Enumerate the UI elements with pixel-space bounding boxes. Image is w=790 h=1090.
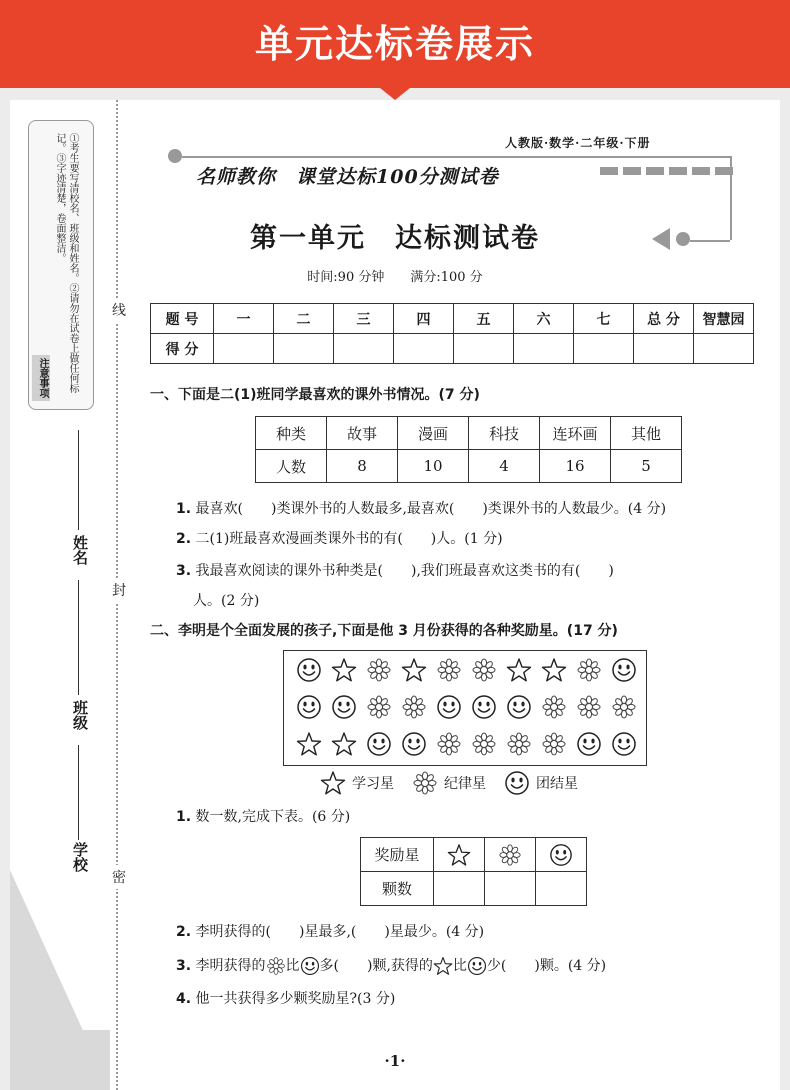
question-number: 3. bbox=[176, 563, 192, 579]
book-table-header: 种类 bbox=[256, 417, 327, 450]
smile-icon bbox=[331, 694, 357, 720]
section2-question-3 bbox=[176, 955, 606, 976]
smile-icon bbox=[467, 956, 487, 976]
score-cell: 智慧园 bbox=[694, 304, 754, 334]
smile-icon bbox=[296, 657, 322, 683]
score-cell: 五 bbox=[454, 304, 514, 334]
award-count-input[interactable] bbox=[434, 872, 485, 906]
question-text: 少( )颗。(4 分) bbox=[486, 958, 607, 974]
flower-icon bbox=[436, 657, 462, 683]
score-row-label: 得 分 bbox=[151, 334, 214, 364]
smile-icon bbox=[549, 843, 573, 867]
smile-icon bbox=[471, 694, 497, 720]
class-rule bbox=[78, 580, 79, 695]
section2-question-1 bbox=[176, 806, 350, 826]
score-cell: 六 bbox=[514, 304, 574, 334]
award-star-grid bbox=[283, 650, 647, 766]
question-text: 最喜欢( )类课外书的人数最多,最喜欢( )类课外书的人数最少。(4 分) bbox=[195, 501, 667, 517]
school-rule bbox=[78, 745, 79, 840]
star-icon bbox=[433, 956, 453, 976]
section1-heading: 一、下面是二(1)班同学最喜欢的课外书情况。(7 分) bbox=[150, 387, 480, 403]
smile-icon bbox=[576, 731, 602, 757]
seal-char-secret: 密 bbox=[112, 865, 126, 889]
seal-char-line: 线 bbox=[112, 298, 126, 322]
book-table bbox=[255, 416, 682, 483]
score-input-cell[interactable] bbox=[274, 334, 334, 364]
banner bbox=[0, 0, 790, 88]
banner-title: 单元达标卷展示 bbox=[254, 22, 535, 66]
page-number: ·1· bbox=[384, 1052, 406, 1070]
book-table-header: 漫画 bbox=[398, 417, 469, 450]
score-cell: 七 bbox=[574, 304, 634, 334]
section2-question-2 bbox=[176, 921, 484, 941]
flower-icon bbox=[266, 956, 286, 976]
question-text: 李明获得的 bbox=[195, 958, 266, 974]
time-info: 时间:90 分钟 满分:100 分 bbox=[307, 270, 483, 285]
book-table-value: 10 bbox=[398, 450, 469, 483]
book-table-value: 4 bbox=[469, 450, 540, 483]
score-input-cell[interactable] bbox=[514, 334, 574, 364]
book-table-value: 5 bbox=[611, 450, 682, 483]
section1-question-3 bbox=[176, 560, 614, 580]
book-table-row-label: 人数 bbox=[256, 450, 327, 483]
question-text: 李明获得的( )星最多,( )星最少。(4 分) bbox=[195, 924, 485, 940]
page-title: 第一单元 达标测试卷 bbox=[250, 223, 540, 254]
score-table-header-row bbox=[151, 304, 754, 334]
flower-icon bbox=[541, 694, 567, 720]
question-number: 2. bbox=[176, 924, 192, 940]
score-cell: 总 分 bbox=[634, 304, 694, 334]
book-table-header: 连环画 bbox=[540, 417, 611, 450]
flower-icon bbox=[471, 731, 497, 757]
question-text: 二(1)班最喜欢漫画类课外书的有( )人。(1 分) bbox=[195, 531, 503, 547]
award-count-input[interactable] bbox=[485, 872, 536, 906]
score-table-input-row bbox=[151, 334, 754, 364]
star-icon bbox=[331, 731, 357, 757]
question-text: 多( )颗,获得的 bbox=[319, 958, 433, 974]
score-input-cell[interactable] bbox=[214, 334, 274, 364]
score-input-cell[interactable] bbox=[394, 334, 454, 364]
flower-icon bbox=[366, 694, 392, 720]
star-icon bbox=[320, 770, 346, 796]
smile-icon bbox=[436, 694, 462, 720]
score-cell: 四 bbox=[394, 304, 454, 334]
question-number: 4. bbox=[176, 991, 192, 1007]
flower-icon bbox=[576, 657, 602, 683]
question-number: 3. bbox=[176, 958, 192, 974]
name-rule bbox=[78, 430, 79, 530]
star-icon bbox=[296, 731, 322, 757]
flower-icon bbox=[576, 694, 602, 720]
question-number: 2. bbox=[176, 531, 192, 547]
smile-icon bbox=[506, 694, 532, 720]
score-cell: 二 bbox=[274, 304, 334, 334]
score-input-cell[interactable] bbox=[454, 334, 514, 364]
score-input-cell[interactable] bbox=[574, 334, 634, 364]
score-table bbox=[150, 303, 754, 364]
flower-icon bbox=[541, 731, 567, 757]
flower-icon bbox=[611, 694, 637, 720]
smile-icon bbox=[504, 770, 530, 796]
score-input-cell[interactable] bbox=[694, 334, 754, 364]
star-icon bbox=[447, 843, 471, 867]
smile-icon bbox=[366, 731, 392, 757]
flower-icon bbox=[506, 731, 532, 757]
section1-question-3-continued: 人。(2 分) bbox=[193, 593, 260, 609]
seal-char-seal: 封 bbox=[112, 578, 126, 602]
flower-icon bbox=[366, 657, 392, 683]
legend-flower-label: 纪律星 bbox=[444, 776, 486, 792]
award-legend bbox=[320, 770, 578, 796]
question-number: 1. bbox=[176, 501, 192, 517]
school-label: 学校 bbox=[71, 842, 89, 872]
smile-icon bbox=[300, 956, 320, 976]
slogan: 名师教你 课堂达标100分测试卷 bbox=[196, 166, 499, 188]
name-label: 姓名 bbox=[71, 535, 89, 565]
flower-icon bbox=[471, 657, 497, 683]
notice-text: ①考生要写清校名、班级和姓名。②请勿在试卷上做任何标记。③字迹清楚，卷面整洁。 bbox=[54, 133, 78, 393]
question-text: 比 bbox=[285, 958, 300, 974]
question-text: 我最喜欢阅读的课外书种类是( ),我们班最喜欢这类书的有( ) bbox=[195, 563, 614, 579]
award-count-input[interactable] bbox=[536, 872, 587, 906]
flower-icon bbox=[436, 731, 462, 757]
decoration-dot bbox=[168, 149, 182, 163]
legend-smile-label: 团结星 bbox=[536, 776, 578, 792]
question-text: 比 bbox=[452, 958, 467, 974]
star-icon bbox=[506, 657, 532, 683]
smile-icon bbox=[401, 731, 427, 757]
star-icon bbox=[541, 657, 567, 683]
book-table-header: 科技 bbox=[469, 417, 540, 450]
score-cell: 一 bbox=[214, 304, 274, 334]
smile-icon bbox=[611, 657, 637, 683]
flower-icon bbox=[401, 694, 427, 720]
star-icon bbox=[331, 657, 357, 683]
smile-icon bbox=[296, 694, 322, 720]
award-table-label: 颗数 bbox=[361, 872, 434, 906]
star-icon bbox=[401, 657, 427, 683]
score-cell: 题 号 bbox=[151, 304, 214, 334]
section2-heading: 二、李明是个全面发展的孩子,下面是他 3 月份获得的各种奖励星。(17 分) bbox=[150, 623, 618, 639]
section1-question-2 bbox=[176, 528, 503, 548]
edition-label: 人教版·数学·二年级·下册 bbox=[505, 136, 651, 150]
book-table-value: 8 bbox=[327, 450, 398, 483]
question-number: 1. bbox=[176, 809, 192, 825]
decoration-dashes bbox=[600, 167, 735, 175]
score-input-cell[interactable] bbox=[634, 334, 694, 364]
legend-star-label: 学习星 bbox=[352, 776, 394, 792]
section2-question-4 bbox=[176, 988, 395, 1008]
decoration-line bbox=[182, 156, 730, 158]
score-input-cell[interactable] bbox=[334, 334, 394, 364]
notice-box bbox=[28, 120, 94, 410]
flower-icon bbox=[412, 770, 438, 796]
notice-title: 注意事项 bbox=[32, 355, 50, 401]
banner-arrow bbox=[380, 88, 410, 100]
award-count-table bbox=[360, 837, 587, 906]
question-text: 他一共获得多少颗奖励星?(3 分) bbox=[195, 991, 396, 1007]
smile-icon bbox=[611, 731, 637, 757]
book-table-header: 故事 bbox=[327, 417, 398, 450]
award-table-label: 奖励星 bbox=[361, 838, 434, 872]
book-table-header: 其他 bbox=[611, 417, 682, 450]
question-text: 数一数,完成下表。(6 分) bbox=[195, 809, 351, 825]
score-cell: 三 bbox=[334, 304, 394, 334]
book-table-value: 16 bbox=[540, 450, 611, 483]
section1-question-1 bbox=[176, 498, 666, 518]
flower-icon bbox=[498, 843, 522, 867]
class-label: 班级 bbox=[71, 700, 89, 730]
